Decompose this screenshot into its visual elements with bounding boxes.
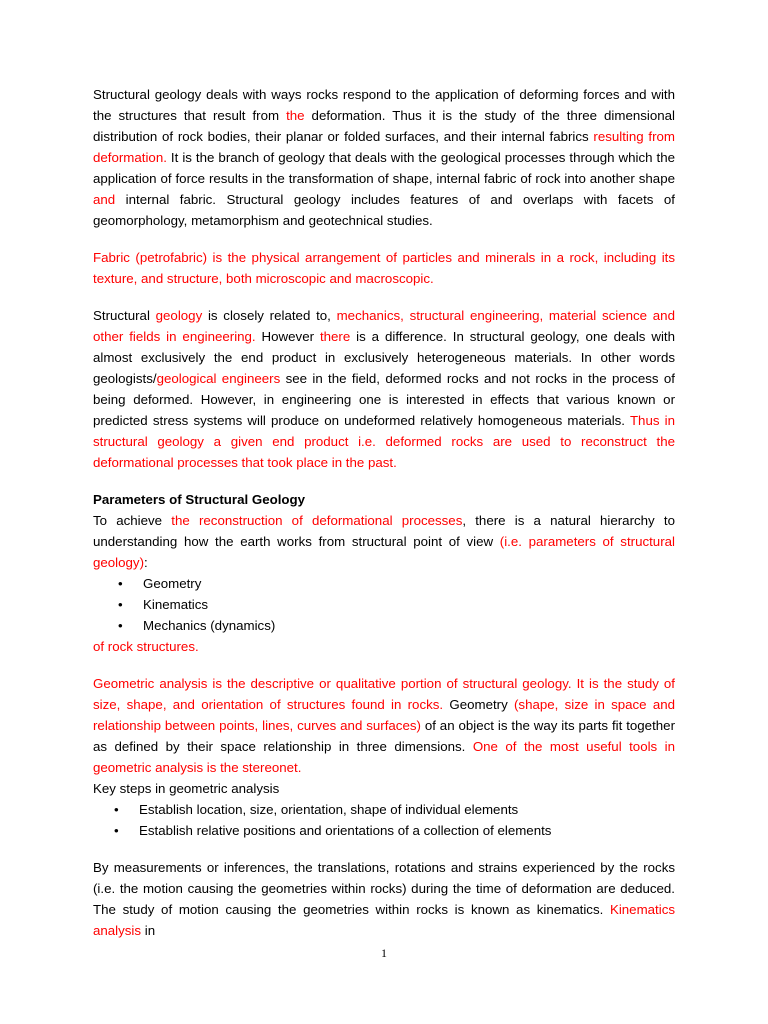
text-run: , there is a natural hierarchy to understanding how the earth works from structural point of view [93, 513, 675, 549]
text-run: deformation. Thus it is the study of the three dimensional distribution of rock bodies, their planar or folded surfaces, and their internal fabrics [93, 108, 675, 144]
highlighted-text: mechanics, structural engineering, material science and other fields in engineering. [93, 308, 675, 344]
list-item: • Mechanics (dynamics) [93, 615, 675, 636]
text-run: Geometry [443, 697, 514, 712]
text-run: is closely related to, [202, 308, 337, 323]
text-run: Structural geology deals with ways rocks respond to the application of deforming forces and with the structures that result from [93, 87, 675, 123]
text-run: It is the branch of geology that deals with the geological processes through which the application of force results in the transformation of shape, internal fabric of rock into another shape [93, 150, 675, 186]
list-item: • Kinematics [93, 594, 675, 615]
highlighted-text: Geometric analysis is the descriptive or qualitative portion of structural geology. It is the study of size, shape, and orientation of structures found in rocks. [93, 676, 675, 712]
text-run: internal fabric. Structural geology includes features of and overlaps with facets of geomorphology, metamorphism and geotechnical studies. [93, 192, 675, 228]
highlighted-text: (i.e. parameters of structural geology) [93, 534, 675, 570]
text-run: : [144, 555, 148, 570]
paragraph-geometric [93, 673, 675, 778]
highlighted-text: there [319, 329, 351, 344]
text-run: see in the field, deformed rocks and not rocks in the process of being deformed. However, in engineering one is interested in effects that various known or predicted stress systems will produce on undeformed relatively homogeneous materials. [93, 371, 675, 428]
text-run: However [255, 329, 320, 344]
list-item: • Establish location, size, orientation, shape of individual elements [93, 799, 675, 820]
highlighted-text: resulting from deformation. [93, 129, 675, 165]
text-run: By measurements or inferences, the translations, rotations and strains experienced by the rocks (i.e. the motion causing the geometries within rocks) during the time of deformation are deduced. The study of motion causing the geometries within rocks is known as kinematics. [93, 860, 675, 917]
highlighted-text: Kinematics analysis [93, 902, 675, 938]
highlighted-text: Thus in structural geology a given end product i.e. deformed rocks are used to reconstruct the deformational processes that took place in the past. [93, 413, 676, 470]
key-steps-label: Key steps in geometric analysis [93, 781, 280, 796]
highlighted-text: geological engineers [156, 371, 281, 386]
list-item: • Establish relative positions and orientations of a collection of elements [93, 820, 675, 841]
highlighted-text: and [93, 192, 116, 207]
highlighted-text: Fabric (petrofabric) is the physical arrangement of particles and minerals in a rock, including its texture, and structure, both microscopic and macroscopic. [93, 250, 675, 286]
paragraph-relations [93, 305, 675, 473]
highlighted-text: One of the most useful tools in geometric analysis is the stereonet. [93, 739, 676, 775]
highlighted-text: geology [155, 308, 203, 323]
paragraph-kinematics [93, 857, 675, 941]
page-number: 1 [381, 946, 387, 960]
text-run: of an object is the way its parts fit together as defined by their space relationship in three dimensions. [93, 718, 675, 754]
paragraph-intro [93, 84, 675, 231]
key-steps-list [93, 799, 675, 841]
parameters-list [93, 573, 675, 636]
highlighted-text: the [286, 108, 305, 123]
list-tail: of rock structures. [93, 639, 199, 654]
section-heading: Parameters of Structural Geology [93, 492, 306, 507]
paragraph-parameters [93, 510, 675, 573]
text-run: in [141, 923, 156, 938]
text-run: Structural [93, 308, 156, 323]
paragraph-fabric [93, 247, 675, 289]
highlighted-text: (shape, size in space and relationship between points, lines, curves and surfaces) [93, 697, 676, 733]
list-item: • Geometry [93, 573, 675, 594]
highlighted-text: the reconstruction of deformational processes [171, 513, 463, 528]
text-run: is a difference. In structural geology, one deals with almost exclusively the end product in exclusively heterogeneous materials. In other words geologists/ [93, 329, 675, 386]
document-body [93, 84, 675, 957]
text-run: To achieve [93, 513, 172, 528]
